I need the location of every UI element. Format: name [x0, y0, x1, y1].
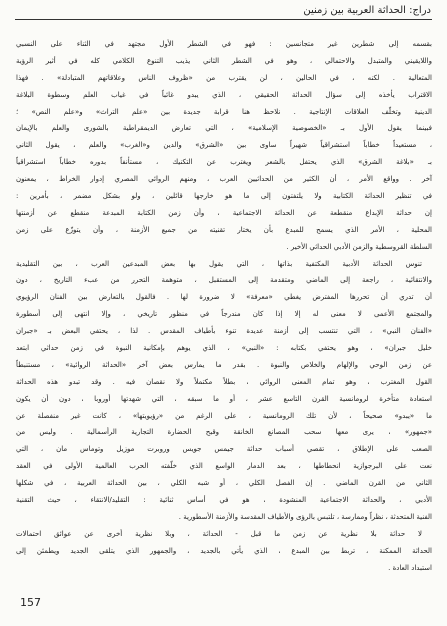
text-line: إن حداثة الإبداع منقطعة عن الحداثة الاجتماعية ، وأن زمن الكتابة المبدعة منقطع عن أزمنتها	[16, 208, 432, 217]
text-line: استبداد العادة .	[388, 563, 432, 572]
text-line: ، مستعيداً خطاباً استشراقياً شهيراً ساوى بين «الشرق» والدين و«الغرب» والعلم ، يقول الثاني	[16, 141, 432, 150]
text-line: ما «يبدو» صحيحاً ، لأن تلك الرومانسية ، على الرغم من «رؤيويتها» ، كانت غير منفصلة عن	[16, 411, 432, 420]
text-line: والمجتمع الأعمى لا معنى له إلا إذا كان مندرجاً في منظور تاريخي ، وإلا انتهى إلى أسطورة	[16, 310, 432, 319]
paragraph-3	[16, 526, 432, 577]
text-line: المتعالية . لكنه ، في الحالين ، لن يقترب من «ظروف الناس وعلاقاتهم المتبادلة» . فهذا	[16, 73, 432, 82]
body-text	[16, 36, 432, 577]
text-line: الدينية وتخلّف العلاقات الإنتاجية . نلاحظ هنا قرابة جديدة بين «علم التراث» و«علم النص» ؛	[16, 107, 432, 116]
text-line: الثاني من القرن الماضي . إن الفصل الكلي ، أو شبه الكلي ، بين الحداثة العربية ، في شكلها	[16, 479, 432, 488]
text-line: «جمهور» ، يرى معها سحب المصانع الخانقة وقبح الحضارة التجارية الرأسمالية . وليس من	[16, 428, 432, 437]
text-line: بـ «بلاغة الشرق» الذي يحتفل بالشعر ويغترب عن التكنيك ، مستأنفاً بدوره خطاباً استشراقياً	[16, 158, 432, 167]
running-header: دراج: الحداثة العربية بين زمنين	[303, 5, 431, 16]
paragraph-1	[16, 36, 432, 256]
text-line: القول المغترب ، وهو تمام المعنى الروائي ، بطلاً مكتملاً ولا نقصان فيه . وقد تبدو هذه الحداثة	[16, 377, 432, 386]
header-rule	[15, 19, 432, 20]
text-line: الأدبي ، والحداثة الاجتماعية المنشودة ، هو في أساس ثنائية : التقليد/الانتقاء ، حيث التقنية	[16, 496, 432, 505]
text-line: الاقتراب يأخذه إلى سؤال الحداثة الحقيقي ، الذي يبدو غائباً في غياب العلم وسطوة البلاغة	[16, 90, 432, 99]
text-line: الصعب على الإطلاق ، تقصي أسباب حداثة جيمس جويس وروبرت موزيل وتوماس مان ، التي	[16, 445, 432, 454]
text-line: في تنظير الحداثة الكتابية ولا يلتفتون إلى ما هو خارجها قائلين ، ولو بشكل مضمر ، بأمرين :	[16, 192, 432, 201]
text-line: والانتقائية ، راجعة إلى الماضي ومتقدمة إلى المستقبل ، متوهمة التحرر من عبء التاريخ ، دون	[16, 276, 432, 285]
text-line: بقسمه إلى شطرين غير متجانسين : فهو في الشطر الأول مجتهد في الثناء على النسبي	[16, 40, 432, 48]
text-line: نعت على البرجوازية انحطاطها ، بعد الدمار الواسع الذي خلّفته الحرب العالمية الأولى في العقد	[16, 462, 432, 471]
text-line: واللايقيني والمتبدل والاحتمالي ، وهو في الشطر الثاني يذيب التنوع الكلامي كله في أثير الرؤية	[16, 56, 432, 65]
text-line: فبينما يقول الأول بـ «الخصوصية الإسلامية» ، التي تعارض الديمقراطية بالشورى والعلم بالإيمان	[16, 124, 432, 133]
text-line: عن زمن الوحي والإلهام والخلاص والنبوة . بقدر ما يمارس بعض آخر «الحداثة الروائية» ، مستنبطاً	[16, 360, 432, 369]
page-number: 157	[20, 596, 41, 609]
text-line: السلطة القروسطية والزمن الأدبي الحداثي الأخير .	[286, 242, 432, 251]
text-line: آخر . وواقع الأمر ، أن الكثير من الحداثيين العرب ، ومنهم الروائي المصري إدوار الخراط ، يمعنون	[16, 175, 432, 184]
text-line: الحداثة الممكنة ، تربط بين المبدع ، الذي يأتي بالجديد ، والجمهور الذي يتلقى الجديد ويطمئن إلى	[16, 546, 432, 555]
text-line: الفنية المتحدثة ، نظراً وممارسة ، تلتبس بالرؤى والأطياف المقدسة والأزمنة الأسطورية .	[178, 512, 432, 521]
text-line: «الفنان النبي» ، التي تنتسب إلى أزمنة عديدة تنوء بأطياف المقدس . لذا ، يحتفي البعض بـ «جبران	[16, 327, 432, 336]
text-line: المحلية ، الأمر الذي يسمح للمبدع بأن يختار تقنيته من جميع الأزمنة ، وأن يتوزّع على زمن	[16, 225, 432, 234]
paragraph-2	[16, 256, 432, 526]
text-line: لا حداثة بلا نظرية عن زمن ما قبل - الحداثة ، وبلا نظرية أخرى عن عوائق احتمالات	[16, 529, 422, 538]
text-line: أن تدري أن تحررها المفترض يغطي «معرفة» لا ضرورة لها . فالقول بالتعارض بين الفنان الرؤيوي	[16, 293, 432, 302]
text-line: استعادة متأخرة لرومانسية القرن التاسع عشر ، أو ما سبقه ، التي شهدتها أوروبا ، دون أن يكون	[16, 394, 432, 403]
text-line: خليل جبران» ، وهو يحتفي بكتابه : «النبي» ، الذي يوهم بإمكانية النبوة في زمن حداثي ابتعد	[16, 344, 432, 353]
text-line: تنوس الحداثة الأدبية المكتفية بذاتها ، التي يقول بها بعض المبدعين العرب ، بين التقليدية	[16, 259, 422, 268]
